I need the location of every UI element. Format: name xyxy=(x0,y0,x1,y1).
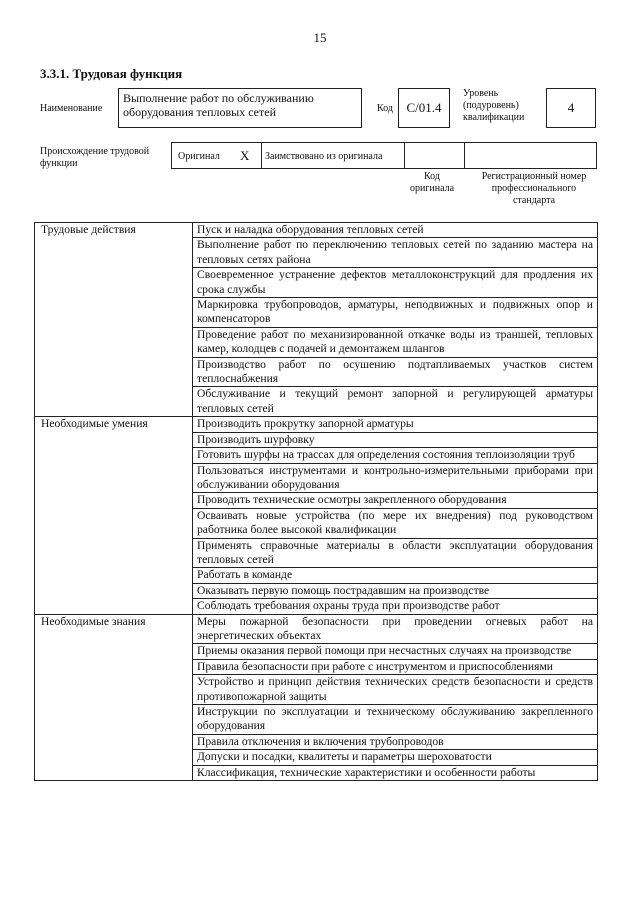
section-item: Допуски и посадки, квалитеты и параметры шероховатости xyxy=(193,750,598,765)
reg-caption: Регистрационный номер профессионального стандарта xyxy=(481,171,587,206)
origin-original-cell xyxy=(172,143,262,168)
code-label: Код xyxy=(377,103,393,114)
code-caption: Код оригинала xyxy=(409,171,455,194)
section-item: Правила отключения и включения трубопроводов xyxy=(193,734,598,749)
function-table xyxy=(34,222,598,781)
section-item: Проводить технические осмотры закрепленного оборудования xyxy=(193,493,598,508)
section-heading: 3.3.1. Трудовая функция xyxy=(40,66,183,81)
section-item: Пользоваться инструментами и контрольно-измерительными приборами при обслуживании оборудования xyxy=(193,463,598,493)
table-row xyxy=(35,417,598,432)
section-item: Своевременное устранение дефектов металлоконструкций для продления их срока службы xyxy=(193,268,598,298)
table-row xyxy=(35,614,598,644)
section-item: Производить шурфовку xyxy=(193,432,598,447)
section-item: Осваивать новые устройства (по мере их внедрения) под руководством работника более высокой квалификации xyxy=(193,508,598,538)
section-title: Трудовые действия xyxy=(35,223,193,417)
code-value: С/01.4 xyxy=(398,88,450,128)
section-item: Маркировка трубопроводов, арматуры, неподвижных и подвижных опор и компенсаторов xyxy=(193,298,598,328)
origin-reg-cell xyxy=(464,143,596,168)
section-item: Готовить шурфы на трассах для определения состояния теплоизоляции труб xyxy=(193,448,598,463)
section-item: Классификация, технические характеристики и особенности работы xyxy=(193,765,598,780)
origin-label: Происхождение трудовой функции xyxy=(40,146,150,169)
section-item: Выполнение работ по переключению тепловых сетей по заданию мастера на тепловых сетях района xyxy=(193,238,598,268)
name-label: Наименование xyxy=(40,103,103,114)
section-item: Устройство и принцип действия технических средств безопасности и средств противопожарной защиты xyxy=(193,675,598,705)
section-title: Необходимые умения xyxy=(35,417,193,614)
section-item: Соблюдать требования охраны труда при производстве работ xyxy=(193,599,598,614)
section-item: Приемы оказания первой помощи при несчастных случаях на производстве xyxy=(193,644,598,659)
section-item: Проведение работ по механизированной откачке воды из траншей, тепловых камер, колодцев с подачей и демонтажем шлангов xyxy=(193,327,598,357)
origin-borrowed-cell xyxy=(261,143,405,168)
section-item: Работать в команде xyxy=(193,568,598,583)
section-item: Оказывать первую помощь пострадавшим на производстве xyxy=(193,583,598,598)
name-value: Выполнение работ по обслуживанию оборудования тепловых сетей xyxy=(123,91,314,119)
section-item: Производить прокрутку запорной арматуры xyxy=(193,417,598,432)
origin-table xyxy=(171,142,597,169)
section-item: Пуск и наладка оборудования тепловых сетей xyxy=(193,223,598,238)
section-item: Производство работ по осушению подтапливаемых участков систем теплоснабжения xyxy=(193,357,598,387)
section-item: Обслуживание и текущий ремонт запорной и регулирующей арматуры тепловых сетей xyxy=(193,387,598,417)
original-mark: X xyxy=(240,148,250,163)
section-item: Правила безопасности при работе с инструментом и приспособлениями xyxy=(193,659,598,674)
section-title: Необходимые знания xyxy=(35,614,193,780)
section-item: Применять справочные материалы в области эксплуатации оборудования тепловых сетей xyxy=(193,538,598,568)
section-item: Меры пожарной безопасности при проведении огневых работ на энергетических объектах xyxy=(193,614,598,644)
section-item: Инструкции по эксплуатации и техническому обслуживанию закрепленного оборудования xyxy=(193,705,598,735)
table-row xyxy=(35,223,598,238)
original-label: Оригинал xyxy=(178,151,220,162)
name-box xyxy=(118,88,362,128)
origin-code-cell xyxy=(404,143,465,168)
borrowed-label: Заимствовано из оригинала xyxy=(265,151,383,162)
level-label: Уровень (подуровень) квалификации xyxy=(463,88,525,123)
page-number: 15 xyxy=(313,30,327,45)
level-value: 4 xyxy=(546,88,596,128)
